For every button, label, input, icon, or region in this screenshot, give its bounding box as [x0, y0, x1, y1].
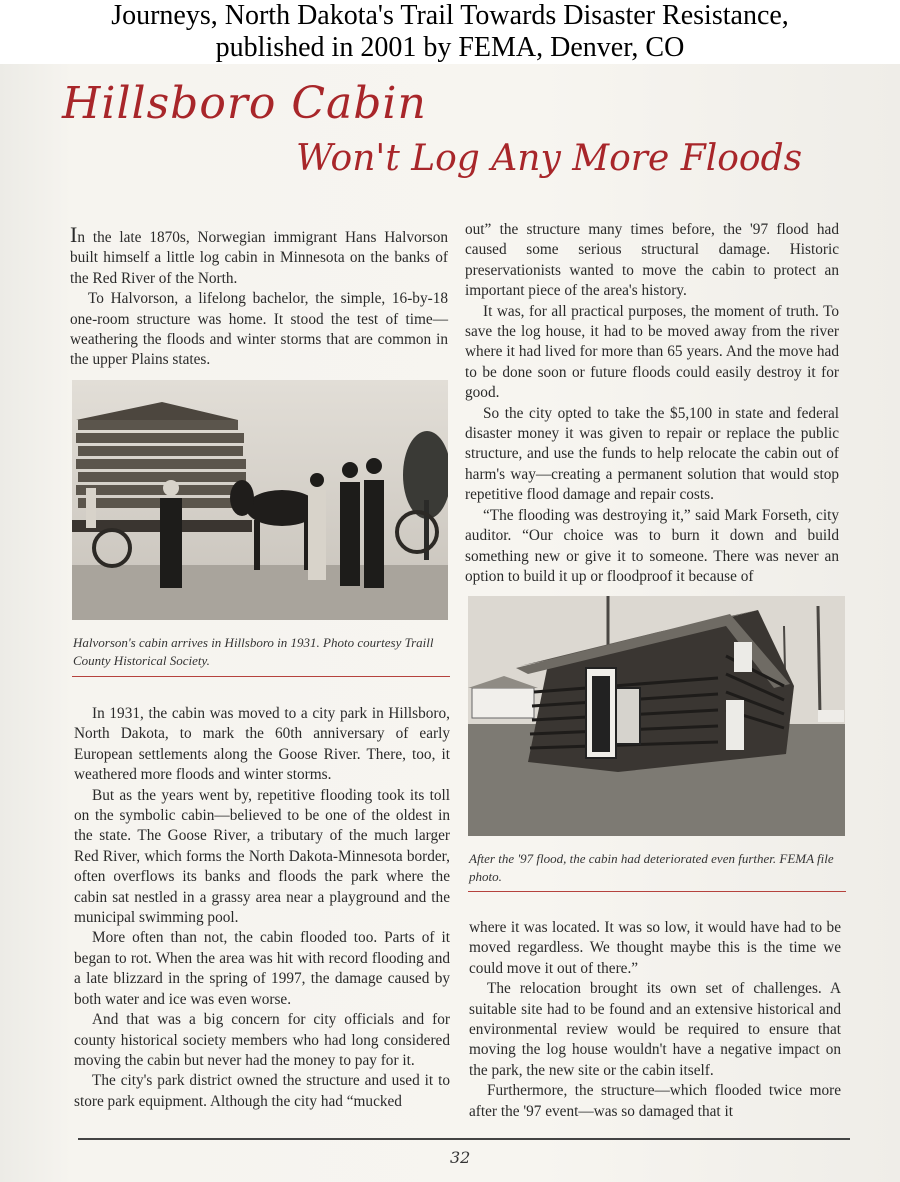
paragraph: So the city opted to take the $5,100 in state and federal disaster money it was given to repair or replace the public structure, and use the funds to help relocate the cabin out of harm's way—creating a permanent solution that would stop repetitive flood damage and repair costs. — [465, 404, 839, 504]
footer-rule — [78, 1138, 850, 1140]
photo-caption-1: Halvorson's cabin arrives in Hillsboro in 1931. Photo courtesy Traill County Historical Society. — [73, 635, 434, 668]
damaged-cabin-photo — [468, 596, 845, 836]
caption-divider-1 — [72, 676, 450, 677]
paragraph: “The flooding was destroying it,” said Mark Forseth, city auditor. “Our choice was to burn it down and build something new or give it to someone. There was never an option to build it up or floodproof it because of — [465, 506, 839, 585]
paragraph: Furthermore, the structure—which flooded twice more after the '97 event—was so damaged that it — [469, 1082, 841, 1120]
paragraph: In 1931, the cabin was moved to a city park in Hillsboro, North Dakota, to mark the 60th anniversary of early European settlements along the Goose River. There, too, it weathered more floods and winter storms. — [74, 705, 450, 784]
article-title-line1: Hillsboro Cabin — [62, 78, 427, 129]
cabin-arrival-photo — [72, 380, 448, 620]
source-caption — [0, 0, 900, 64]
right-column-bottom — [469, 918, 841, 1122]
paragraph: And that was a big concern for city officials and for county historical society members who had long considered moving the cabin but never had the money to pay for it. — [74, 1011, 450, 1069]
paragraph: The relocation brought its own set of challenges. A suitable site had to be found and an extensive historical and environmental review would be required to ensure that moving the log house wouldn't have a negative impact on the park, the new site or the cabin itself. — [469, 980, 841, 1079]
paragraph: where it was located. It was so low, it would have had to be moved regardless. We thought maybe this is the time we could move it out of there.” — [469, 919, 841, 977]
paragraph: To Halvorson, a lifelong bachelor, the simple, 16-by-18 one-room structure was home. It stood the test of time—weathering the floods and winter storms that are common in the upper Plains states. — [70, 290, 448, 369]
photo-illustration — [72, 380, 448, 620]
article-title-line2: Won't Log Any More Floods — [296, 138, 803, 179]
left-column-bottom — [74, 704, 450, 1112]
source-caption-line2: published in 2001 by FEMA, Denver, CO — [215, 32, 685, 63]
paragraph: The city's park district owned the structure and used it to store park equipment. Although the city had “mucked — [74, 1072, 450, 1110]
photo-illustration — [468, 596, 845, 836]
photo-caption-2: After the '97 flood, the cabin had deteriorated even further. FEMA file photo. — [469, 851, 834, 884]
left-column-top — [70, 222, 448, 371]
page-number: 32 — [450, 1148, 471, 1167]
right-column-top — [465, 220, 839, 587]
source-caption-line1: Journeys, North Dakota's Trail Towards Disaster Resistance, — [111, 0, 789, 31]
paragraph: It was, for all practical purposes, the moment of truth. To save the log house, it had to be moved away from the river where it had lived for more than 65 years. And the move had to be done soon or future floods could easily destroy it for good. — [465, 302, 839, 402]
paragraph: More often than not, the cabin flooded too. Parts of it began to rot. When the area was hit with record flooding and a late blizzard in the spring of 1997, the damage caused by both water and ice was even worse. — [74, 929, 450, 1008]
paragraph — [70, 222, 448, 289]
paragraph: But as the years went by, repetitive flooding took its toll on the symbolic cabin—believed to be one of the oldest in the state. The Goose River, a tributary of the much larger Red River, which forms the North Dakota-Minnesota border, often overflows its banks and floods the park where the cabin sat nestled in a grassy area near a playground and the municipal swimming pool. — [74, 786, 450, 927]
paragraph-text: n the late 1870s, Norwegian immigrant Hans Halvorson built himself a little log cabin in Minnesota on the banks of the Red River of the North. — [70, 229, 448, 287]
drop-cap: I — [70, 222, 78, 247]
caption-divider-2 — [468, 891, 846, 892]
paragraph: out” the structure many times before, the '97 flood had caused some serious structural damage. Historic preservationists wanted to move the cabin to protect an important piece of the area's history. — [465, 221, 839, 300]
